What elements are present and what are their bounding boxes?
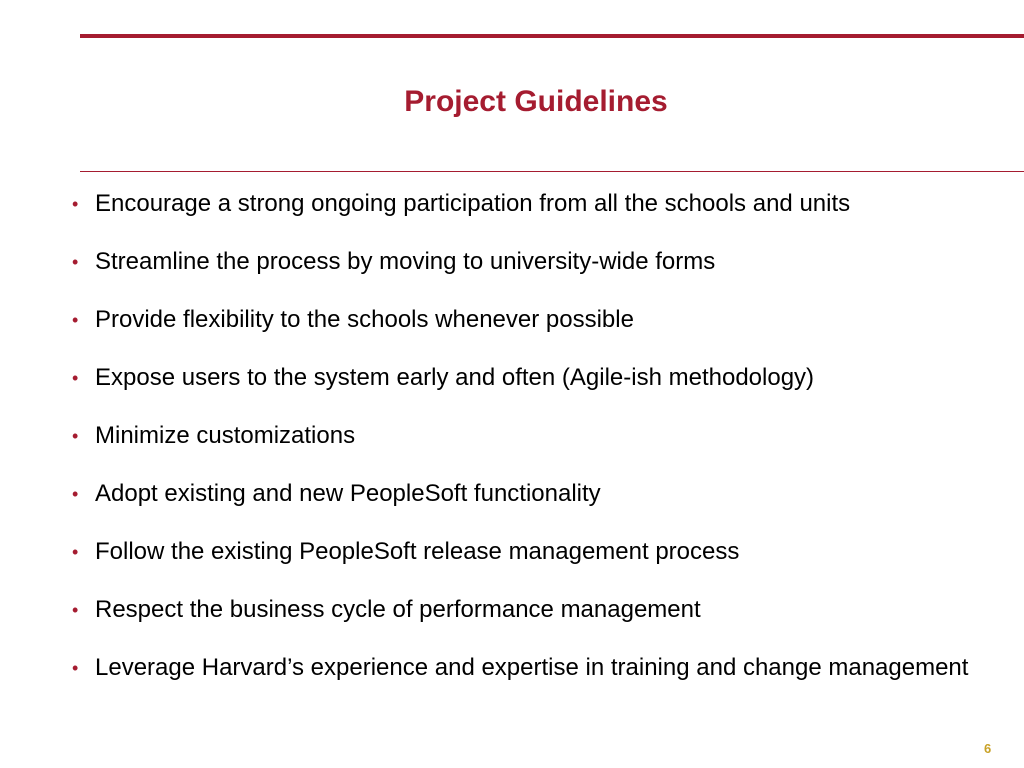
bullet-text: Streamline the process by moving to university-wide forms [95,248,716,275]
top-divider [80,34,1024,38]
bullet-text: Leverage Harvard’s experience and expertise in training and change management [95,654,969,681]
bullet-icon: • [72,368,79,388]
bullet-item [72,418,1012,454]
bullet-icon: • [72,426,79,446]
bullet-icon: • [72,194,79,214]
bullet-item [72,592,1012,628]
bullet-icon: • [72,252,79,272]
page-number: 6 [984,741,992,756]
bullet-text: Expose users to the system early and often (Agile-ish methodology) [95,364,815,391]
bullet-icon: • [72,484,79,504]
slide-title: Project Guidelines [404,85,668,118]
bullet-item [72,244,1012,280]
bullet-text: Encourage a strong ongoing participation from all the schools and units [95,190,851,217]
bullet-item [72,186,1012,222]
bullet-item [72,650,1012,686]
bullet-item [72,302,1012,338]
bullet-text: Respect the business cycle of performance management [95,596,701,623]
bullet-item [72,534,1012,570]
title-divider [80,171,1024,172]
bullet-item [72,476,1012,512]
bullet-item [72,360,1012,396]
bullet-text: Adopt existing and new PeopleSoft functionality [95,480,601,507]
bullet-text: Provide flexibility to the schools whenever possible [95,306,634,333]
bullet-icon: • [72,600,79,620]
bullet-list [72,186,1012,708]
bullet-text: Follow the existing PeopleSoft release management process [95,538,740,565]
bullet-icon: • [72,658,79,678]
bullet-text: Minimize customizations [95,422,356,449]
bullet-icon: • [72,542,79,562]
bullet-icon: • [72,310,79,330]
